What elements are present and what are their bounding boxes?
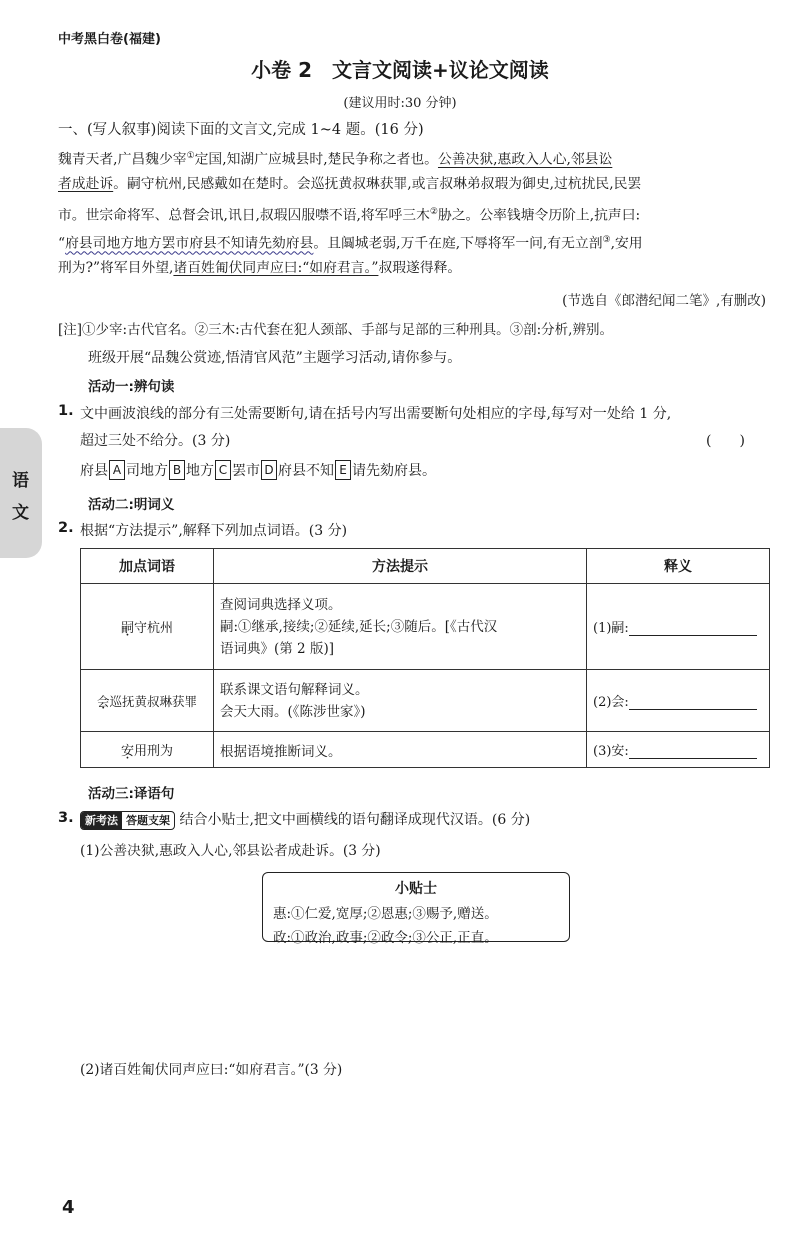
break-label-b: B [169, 460, 185, 480]
question-1-text: 文中画波浪线的部分有三处需要断句,请在括号内写出需要断句处相应的字母,每写对一处给 1 分, [80, 406, 672, 422]
break-label-d: D [261, 460, 277, 480]
passage-text: 叔瑕遂得释。 [378, 260, 462, 276]
hint-cell: 根据语境推断词义。 [214, 732, 587, 768]
marked-text: 者成赴诉 [58, 176, 114, 192]
punctuation-options [80, 460, 436, 480]
break-label-c: C [215, 460, 231, 480]
table-row [81, 732, 770, 768]
answer-cell[interactable]: (1)嗣: [587, 584, 770, 670]
table-row [81, 584, 770, 670]
passage-text: ② [429, 207, 438, 217]
question-1-number: 1. [58, 403, 74, 419]
answer-cell[interactable]: (3)安: [587, 732, 770, 768]
term-cell: 会巡抚黄叔琳获罪 [81, 670, 214, 732]
answer-blank[interactable] [629, 696, 757, 710]
activity-3-heading: 活动三:译语句 [88, 786, 175, 802]
activity-1-heading: 活动一:辨句读 [88, 379, 175, 395]
table-header-cell: 加点词语 [81, 549, 214, 584]
tip-line: 惠:①仁爱,宽厚;②恩惠;③赐予,赠送。 [273, 906, 498, 922]
passage-text: 。且阘城老弱,万千在庭,下辱将军一问,有无立剖 [313, 235, 603, 252]
term-cell: 嗣守杭州 [81, 584, 214, 670]
passage-text: 刑为?”将军目外望, [58, 260, 174, 276]
passage-line [58, 174, 641, 194]
table-header-cell: 方法提示 [214, 549, 587, 584]
break-label-a: A [109, 460, 125, 480]
passage-text: 。嗣守杭州,民感戴如在楚时。会巡抚黄叔琳获罪,或言叔琳弟叔瑕为御史,过杭扰民,民罢 [113, 176, 642, 192]
sentence-fragment: 请先劾府县。 [352, 463, 436, 479]
table-row [81, 670, 770, 732]
dotted-char: 会 [96, 693, 110, 709]
activity-intro: 班级开展“品魏公赏迹,悟清官风范”主题学习活动,请你参与。 [88, 350, 462, 366]
passage-source: (节选自《郎潜纪闻二笔》,有删改) [562, 293, 766, 309]
answer-blank[interactable] [629, 622, 757, 636]
tip-box [262, 872, 570, 946]
sentence-fragment: 府县不知 [278, 463, 334, 479]
series-title: 中考黑白卷(福建) [58, 32, 161, 47]
question-1-text-cont: 超过三处不给分。(3 分) [80, 433, 231, 449]
passage-text: ,安用 [610, 235, 643, 252]
question-3-sub-2: (2)诸百姓匍伏同声应曰:“如府君言。”(3 分) [80, 1062, 343, 1078]
subject-tab [0, 428, 42, 558]
passage-text: 胁之。公率钱塘令历阶上,抗声曰: [437, 207, 641, 224]
question-3-number: 3. [58, 810, 74, 826]
passage-text: 市。世宗命将军、总督会讯,讯日,叔瑕囚服噤不语,将军呼三木 [58, 207, 430, 224]
dotted-char: 嗣 [120, 621, 134, 636]
passage-text: 定国,知湖广应城县时,楚民争称之者也。 [194, 151, 438, 168]
classical-passage [58, 146, 770, 276]
passage-text: ① [186, 151, 195, 161]
question-3-text: 新考法 答题支架 结合小贴士,把文中画横线的语句翻译成现代汉语。(6 分) [80, 809, 530, 830]
sentence-fragment: 司地方 [126, 463, 168, 479]
sentence-fragment: 罢市 [232, 463, 260, 479]
passage-line [58, 258, 461, 278]
passage-text: ③ [602, 235, 611, 245]
passage-line [58, 202, 640, 226]
answer-parentheses[interactable]: ( ) [706, 433, 745, 449]
passage-line [58, 146, 612, 170]
dotted-char: 安 [120, 744, 134, 759]
activity-2-heading: 活动二:明词义 [88, 497, 175, 513]
tip-line: 政:①政治,政事;②政令;③公正,正直。 [273, 930, 498, 946]
table-header-cell: 释义 [587, 549, 770, 584]
marked-text: 公善决狱,惠政入人心,邻县讼 [437, 151, 613, 168]
passage-text: “ [58, 235, 66, 252]
question-2-text: 根据“方法提示”,解释下列加点词语。(3 分) [80, 523, 348, 539]
sentence-fragment: 地方 [186, 463, 214, 479]
hint-cell: 联系课文语句解释词义。 会天大雨。(《陈涉世家》) [214, 670, 587, 732]
section-heading: 一、(写人叙事)阅读下面的文言文,完成 1~4 题。(16 分) [58, 122, 424, 138]
annotation-note: [注]①少宰:古代官名。②三木:古代套在犯人颈部、手部与足部的三种刑具。③剖:分析,辨别。 [58, 322, 613, 338]
subject-tab-char: 文 [12, 503, 29, 523]
passage-line [58, 230, 643, 254]
tip-title: 小贴士 [395, 881, 437, 897]
question-3-sub-1: (1)公善决狱,惠政入人心,邻县讼者成赴诉。(3 分) [80, 843, 381, 859]
subject-tab-char: 语 [12, 471, 29, 491]
marked-text: 诸百姓匍伏同声应曰:“如府君言。” [173, 260, 379, 276]
sentence-fragment: 府县 [80, 463, 108, 479]
break-label-e: E [335, 460, 351, 480]
answer-blank[interactable] [629, 745, 757, 759]
answer-cell[interactable]: (2)会: [587, 670, 770, 732]
hint-cell: 查阅词典选择义项。 嗣:①继承,接续;②延续,延长;③随后。[《古代汉 语词典》(第 2 版)] [214, 584, 587, 670]
new-exam-badge: 新考法 答题支架 [80, 811, 175, 830]
term-cell: 安用刑为 [81, 732, 214, 768]
question-2-number: 2. [58, 520, 74, 536]
page-number: 4 [62, 1197, 75, 1218]
table-header-row [81, 549, 770, 584]
suggested-time: (建议用时:30 分钟) [343, 96, 457, 111]
page-title: 小卷 2 文言文阅读+议论文阅读 [251, 58, 549, 82]
passage-text: 魏青天者,广昌魏少宰 [58, 151, 187, 168]
marked-text: 府县司地方地方罢市府县不知请先劾府县 [65, 235, 314, 252]
vocab-table [80, 548, 770, 768]
